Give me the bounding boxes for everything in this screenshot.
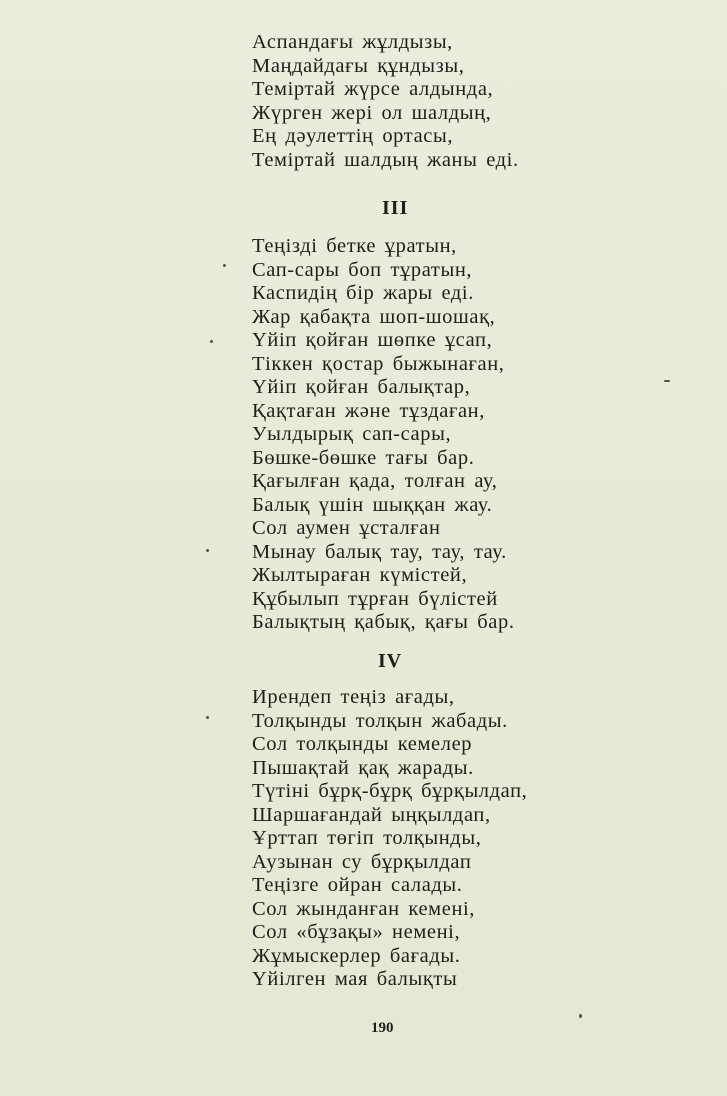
page-number: 190 bbox=[371, 1020, 394, 1036]
poem-line: Түтіні бұрқ-бұрқ бұрқылдап, bbox=[252, 780, 528, 802]
poem-line: Аспандағы жұлдызы, bbox=[252, 31, 453, 53]
poem-line: Ең дәулеттің ортасы, bbox=[252, 125, 454, 147]
poem-line: Теңізді бетке ұратын, bbox=[252, 235, 457, 257]
poem-line: Шаршағандай ыңқылдап, bbox=[252, 803, 491, 826]
poem-line: Ұрттап төгіп толқынды, bbox=[252, 827, 482, 849]
poem-line: Жар қабақта шоп-шошақ, bbox=[252, 305, 496, 328]
poem-line: Ирендеп теңіз ағады, bbox=[252, 686, 455, 708]
poem-line: Жұмыскерлер бағады. bbox=[252, 944, 461, 967]
stanza-2 bbox=[252, 235, 515, 635]
poem-line: Сап-сары боп тұратын, bbox=[252, 258, 473, 281]
paper-speck bbox=[223, 264, 226, 267]
poem-line: Сол «бұзақы» немені, bbox=[252, 921, 461, 943]
poem-line: Балықтың қабық, қағы бар. bbox=[252, 611, 515, 633]
poem-line: Үйілген мая балықты bbox=[252, 968, 458, 990]
poem-line: Пышақтай қақ жарады. bbox=[252, 756, 474, 779]
poem-line: Үйіп қойған балықтар, bbox=[252, 376, 471, 398]
poem-line: Жүрген жері ол шалдың, bbox=[252, 101, 492, 124]
poem-line: Каспидің бір жары еді. bbox=[252, 282, 474, 304]
paper-speck bbox=[210, 340, 213, 343]
poem-line: Теміртай шалдың жаны еді. bbox=[252, 148, 519, 171]
section-heading-iv: IV bbox=[378, 650, 403, 672]
poem-line: Бөшке-бөшке тағы бар. bbox=[252, 446, 475, 469]
poem-line: Сол жынданған кемені, bbox=[252, 897, 476, 920]
paper-speck bbox=[579, 1014, 582, 1018]
poem-line: Маңдайдағы құндызы, bbox=[252, 54, 465, 77]
poem-line: Толқынды толқын жабады. bbox=[252, 709, 508, 732]
poem-line: Қағылған қада, толған ау, bbox=[252, 470, 498, 492]
stanza-1 bbox=[252, 31, 519, 172]
poem-line: Балық үшін шыққан жау. bbox=[252, 493, 493, 516]
poem-line: Құбылып тұрған бүлістей bbox=[252, 587, 498, 610]
paper-speck bbox=[206, 716, 209, 719]
poem-line: Жылтыраған күмістей, bbox=[252, 564, 468, 586]
stanza-3 bbox=[252, 686, 527, 992]
poem-line: Уылдырық сап-сары, bbox=[252, 423, 452, 445]
paper-speck bbox=[664, 380, 670, 382]
poem-line: Мынау балық тау, тау, тау. bbox=[252, 540, 507, 563]
poem-line: Теміртай жүрсе алдында, bbox=[252, 78, 494, 100]
poem-line: Үйіп қойған шөпке ұсап, bbox=[252, 329, 493, 351]
poem-line: Теңізге ойран салады. bbox=[252, 874, 463, 896]
paper-speck bbox=[206, 549, 209, 552]
poem-line: Сол толқынды кемелер bbox=[252, 733, 473, 755]
poem-line: Қақтаған және тұздаған, bbox=[252, 399, 485, 422]
section-heading-iii: III bbox=[382, 197, 409, 219]
poem-line: Тіккен қостар быжынаған, bbox=[252, 352, 505, 375]
poem-line: Аузынан су бұрқылдап bbox=[252, 850, 472, 873]
poem-line: Сол аумен ұсталған bbox=[252, 517, 441, 539]
